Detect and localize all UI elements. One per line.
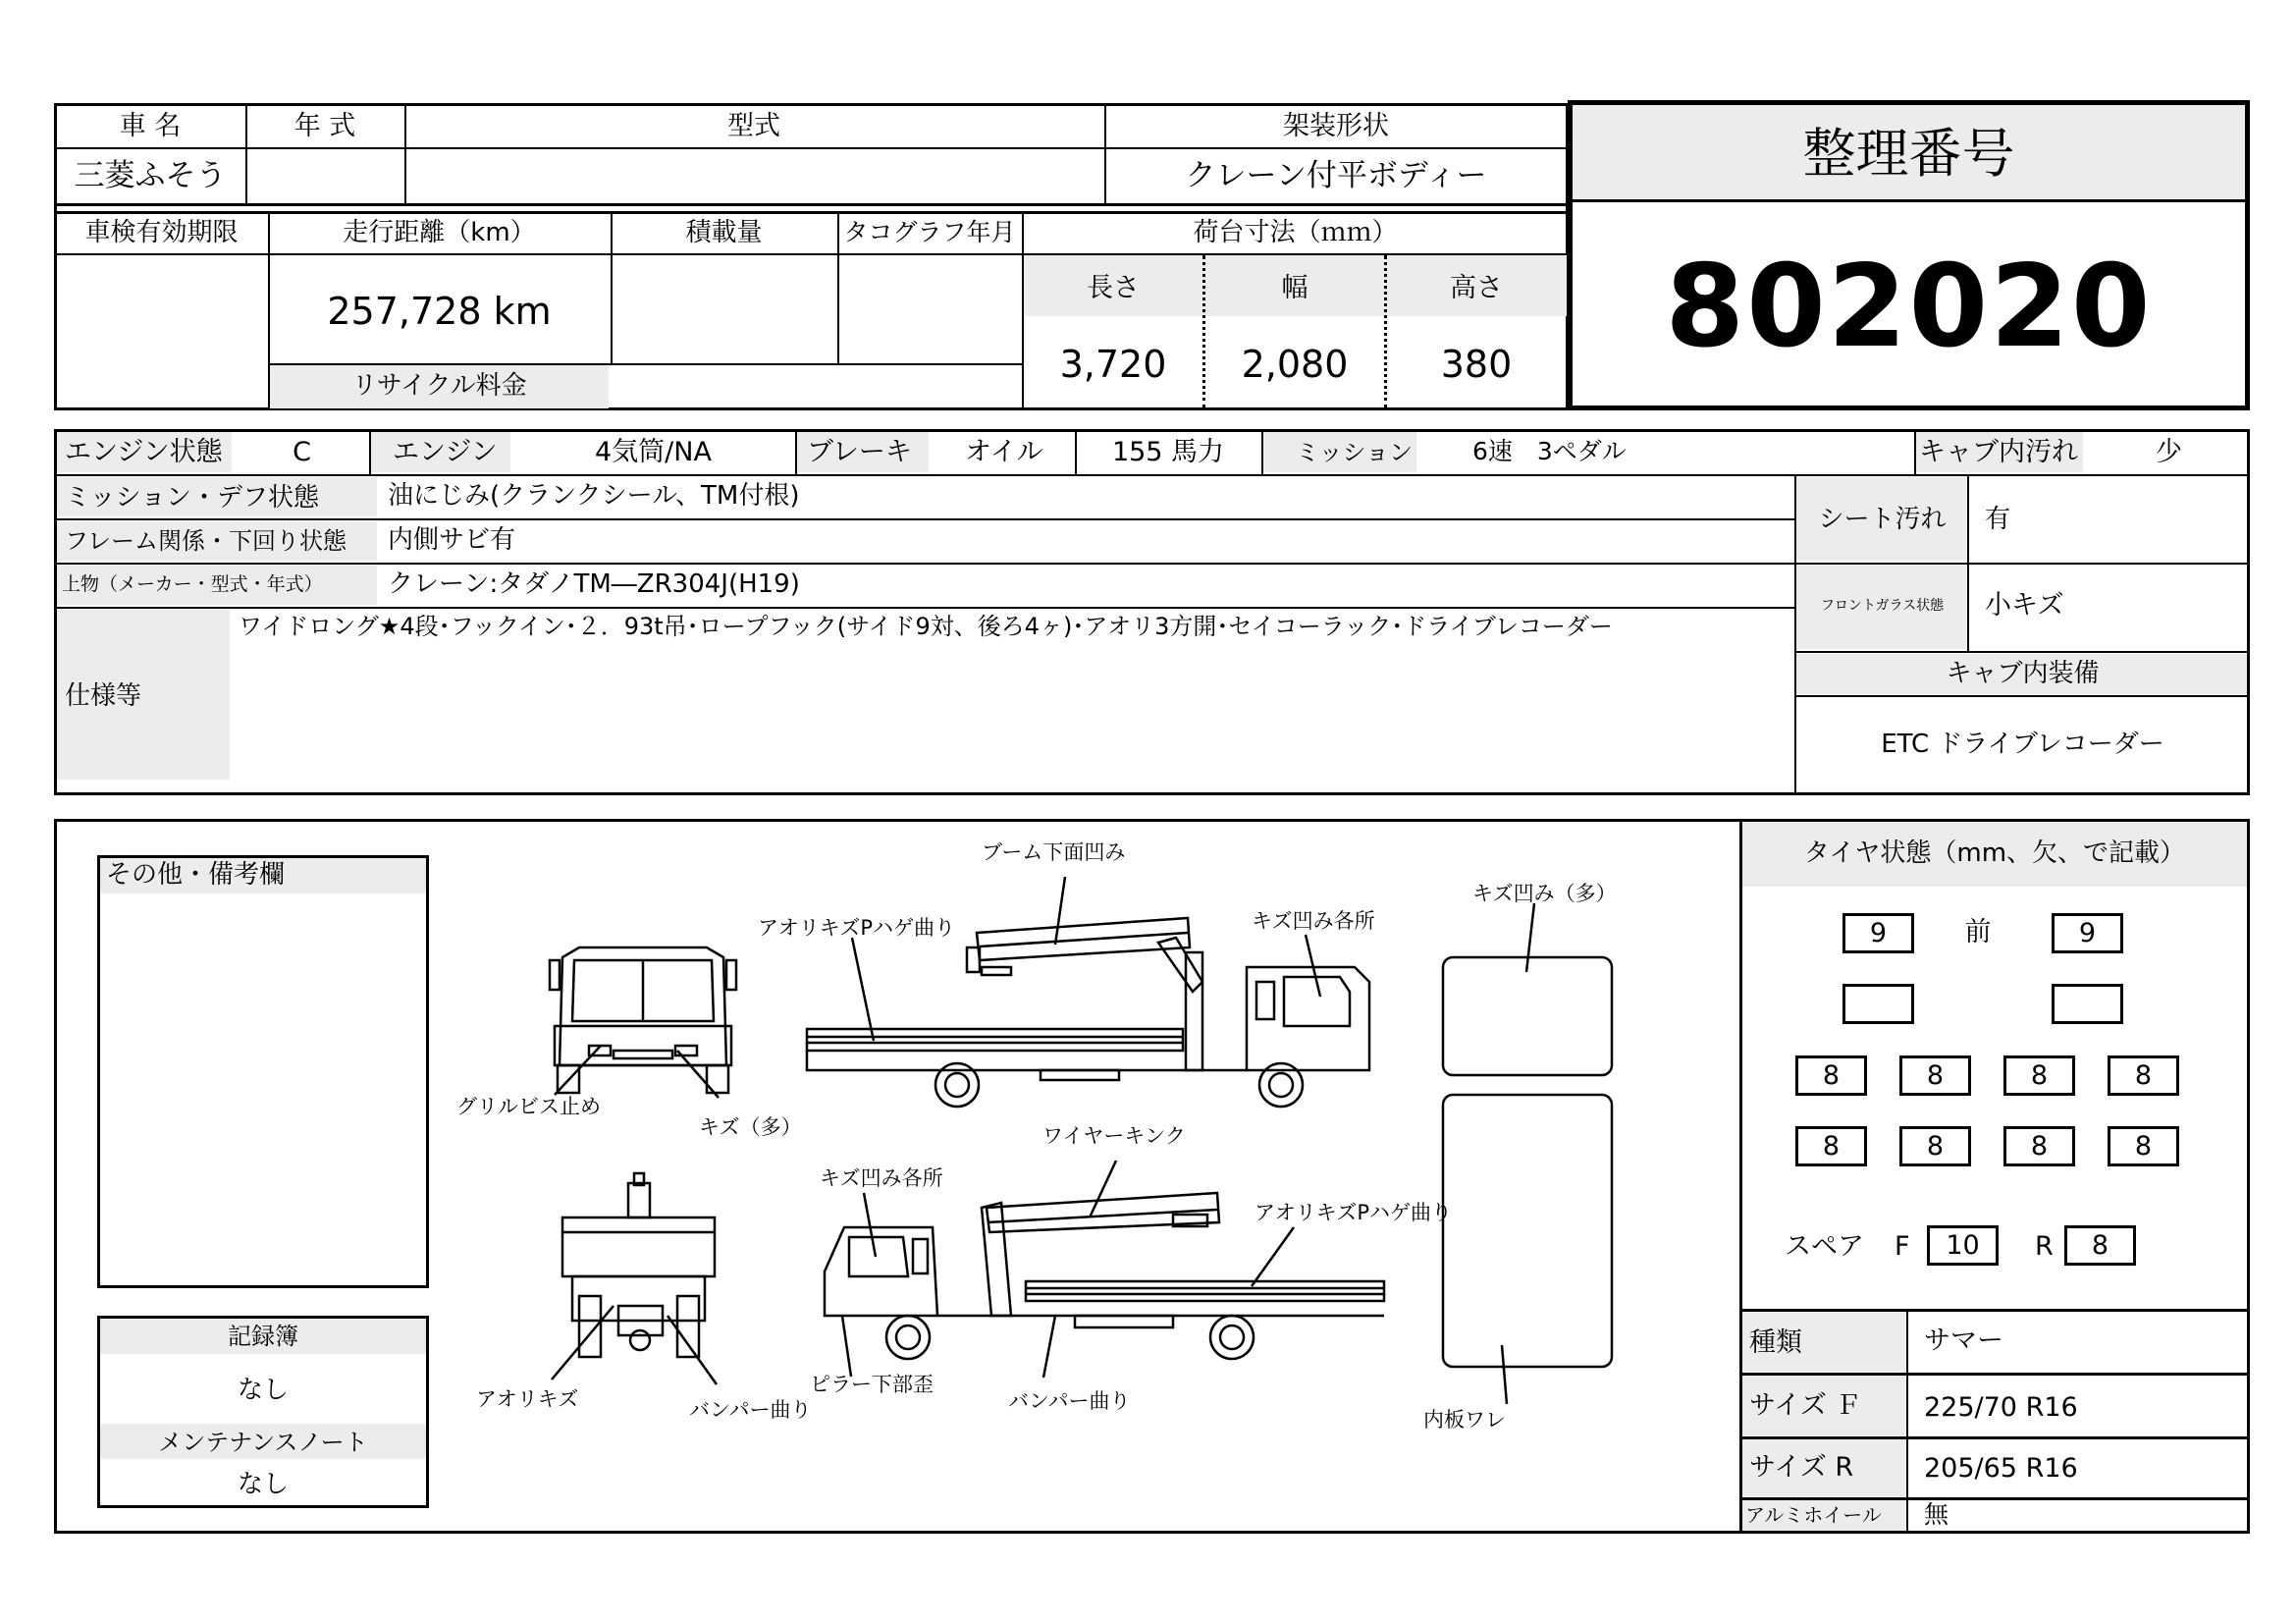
tire-row2-1: 8: [1795, 1055, 1867, 1096]
alumi-value: 無: [1924, 1500, 1949, 1529]
other-remarks-box: [97, 855, 429, 1288]
tire-row3-2: 8: [1899, 1126, 1971, 1166]
mission-diff-label: ミッション・デフ状態: [65, 483, 319, 513]
tire-front-left: 9: [1842, 913, 1914, 953]
mission-diff-value: 油にじみ(クランクシール、TM付根): [388, 481, 800, 511]
mission-label: ミッション: [1296, 439, 1414, 466]
engine-state-value: C: [293, 437, 311, 467]
spec-value: ワイドロング★4段･フックイン･２．93t吊･ロープフック(サイド9対、後ろ4ヶ)･アオリ3方開･セイコーラック･ドライブレコーダー: [239, 613, 1613, 640]
record-value: なし: [237, 1376, 289, 1405]
size-f-value: 225/70 R16: [1924, 1392, 2078, 1423]
car-name-value: 三菱ふそう: [74, 158, 227, 193]
spec-label: 仕様等: [65, 681, 142, 711]
tire-front-right: 9: [2052, 913, 2123, 953]
maint-value: なし: [237, 1470, 289, 1499]
spare-f-label: F: [1895, 1231, 1910, 1262]
label-pillar: ピラー下部歪: [810, 1373, 934, 1396]
alumi-label: アルミホイール: [1745, 1503, 1882, 1527]
glass-label: フロントガラス状態: [1820, 598, 1945, 614]
bed-top-view-icon: [1443, 1095, 1612, 1367]
brake-value: オイル: [965, 437, 1043, 467]
label-aori-p1: アオリキズPハゲ曲り: [758, 916, 956, 940]
length-value: 3,720: [1059, 343, 1167, 386]
year-label: 年 式: [294, 111, 356, 141]
label-kizu-many: キズ（多）: [699, 1115, 802, 1139]
cab-dirt-value: 少: [2156, 437, 2182, 467]
recycle-label: リサイクル料金: [351, 371, 527, 401]
label-kizu-hekomi-many: キズ凹み（多）: [1472, 882, 1617, 905]
size-r-label: サイズ R: [1749, 1452, 1854, 1483]
width-label: 幅: [1281, 273, 1308, 303]
label-grill: グリルビス止め: [456, 1095, 601, 1118]
tire-row3-1: 8: [1795, 1126, 1867, 1166]
model-label: 型式: [727, 111, 780, 141]
body-type-value: クレーン付平ボディー: [1185, 158, 1487, 193]
brake-label: ブレーキ: [807, 437, 912, 467]
truck-rear-view-icon: [562, 1173, 715, 1357]
label-wire: ワイヤーキンク: [1042, 1124, 1186, 1148]
upper-label: 上物（メーカー・型式・年式）: [62, 573, 323, 595]
mileage-label: 走行距離（km）: [343, 218, 536, 247]
cab-equip-label: キャブ内装備: [1946, 659, 2100, 688]
tire-row3-4: 8: [2108, 1126, 2179, 1166]
label-boom: ブーム下面凹み: [982, 840, 1126, 864]
glass-value: 小キズ: [1985, 590, 2064, 621]
height-value: 380: [1440, 343, 1513, 386]
tire-row3-3: 8: [2003, 1126, 2075, 1166]
tire-empty-right: [2052, 984, 2123, 1024]
label-inner: 内板ワレ: [1423, 1408, 1506, 1432]
tire-row2-3: 8: [2003, 1055, 2075, 1096]
mileage-value: 257,728 km: [327, 290, 552, 333]
tire-front-label: 前: [1964, 917, 1992, 947]
width-value: 2,080: [1241, 343, 1349, 386]
label-bumper2: バンパー曲り: [1008, 1389, 1131, 1413]
engine-value: 4気筒/NA: [595, 437, 712, 467]
seiri-number: 802020: [1665, 241, 2153, 373]
inspection-label: 車検有効期限: [84, 218, 239, 247]
label-bumper1: バンパー曲り: [689, 1398, 812, 1422]
cab-dirt-label: キャブ内汚れ: [1919, 437, 2078, 467]
tacho-label: タコグラフ年月: [843, 218, 1016, 246]
size-r-value: 205/65 R16: [1924, 1453, 2078, 1484]
other-remarks-label: その他・備考欄: [106, 860, 286, 890]
size-f-label: サイズ Ｆ: [1749, 1390, 1862, 1421]
engine-label: エンジン: [393, 437, 498, 467]
maint-label: メンテナンスノート: [158, 1429, 368, 1456]
label-kizu-kakusho2: キズ凹み各所: [820, 1166, 943, 1190]
capacity-label: 積載量: [685, 218, 763, 247]
bed-size-label: 荷台寸法（ｍｍ）: [1193, 218, 1398, 247]
record-label: 記録簿: [228, 1323, 298, 1350]
tire-empty-left: [1842, 984, 1914, 1024]
label-aori-p2: アオリキズPハゲ曲り: [1255, 1201, 1453, 1224]
cab-equip-value: ETC ドライブレコーダー: [1881, 730, 2164, 759]
engine-state-label: エンジン状態: [65, 437, 223, 467]
length-label: 長さ: [1087, 273, 1140, 303]
spare-r-label: R: [2035, 1231, 2054, 1262]
car-name-label: 車 名: [119, 111, 182, 141]
spare-r-value: 8: [2064, 1225, 2136, 1266]
frame-label: フレーム関係・下回り状態: [65, 527, 347, 555]
tire-type-value: サマー: [1924, 1325, 2003, 1356]
label-kizu-kakusho1: キズ凹み各所: [1252, 909, 1375, 933]
spare-f-value: 10: [1927, 1225, 1999, 1266]
spare-label: スペア: [1785, 1231, 1864, 1262]
power-value: 155 馬力: [1111, 437, 1225, 467]
mission-value: 6速 3ペダル: [1472, 437, 1627, 465]
truck-side-view-icon: [807, 918, 1369, 1107]
body-type-label: 架装形状: [1283, 111, 1389, 141]
seat-dirt-value: 有: [1985, 505, 2011, 534]
seat-dirt-label: シート汚れ: [1818, 505, 1947, 534]
tire-title: タイヤ状態（mm、欠、で記載）: [1803, 839, 2186, 868]
upper-value: クレーン:タダノTM―ZR304J(H19): [388, 569, 800, 599]
seiri-label: 整理番号: [1802, 123, 2015, 185]
cab-top-view-icon: [1443, 957, 1612, 1075]
tire-type-label: 種類: [1749, 1327, 1802, 1358]
label-aori-kizu: アオリキズ: [476, 1387, 579, 1411]
height-label: 高さ: [1450, 273, 1503, 303]
tire-row2-2: 8: [1899, 1055, 1971, 1096]
frame-value: 内側サビ有: [388, 525, 516, 555]
tire-row2-4: 8: [2108, 1055, 2179, 1096]
